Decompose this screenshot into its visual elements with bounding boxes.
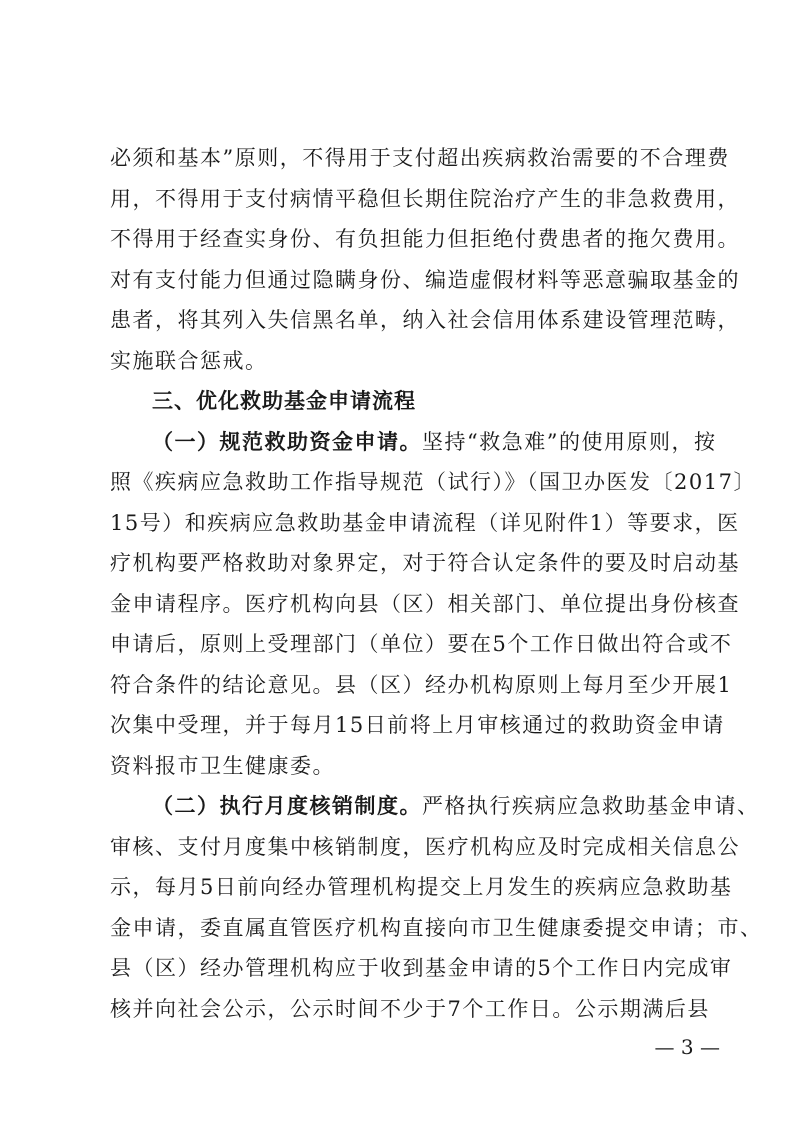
text-line: 必须和基本”原则，不得用于支付超出疾病救治需要的不合理费 [110, 146, 730, 170]
text-line: 资料报市卫生健康委。 [110, 754, 335, 778]
text-line: 县（区）经办管理机构应于收到基金申请的5个工作日内完成审 [110, 956, 733, 980]
text-line: 照《疾病应急救助工作指导规范（试行）》（国卫办医发〔2017〕 [110, 470, 756, 494]
text-line: 示，每月5日前向经办管理机构提交上月发生的疾病应急救助基 [110, 875, 733, 899]
text-line: 疗机构要严格救助对象界定，对于符合认定条件的要及时启动基 [110, 551, 740, 575]
page-number: — 3 — [654, 1035, 720, 1059]
paragraph-first-line [152, 429, 717, 455]
section-heading: 三、优化救助基金申请流程 [152, 389, 416, 413]
paragraph-first-line [152, 793, 760, 819]
text-line: 金申请，委直属直管医疗机构直接向市卫生健康委提交申请；市、 [110, 916, 763, 940]
text-line: 审核、支付月度集中核销制度，医疗机构应及时完成相关信息公 [110, 835, 740, 859]
subheading: （一）规范救助资金申请。 [152, 430, 422, 454]
text-span: 坚持“救急难”的使用原则，按 [422, 430, 717, 454]
text-line: 不得用于经查实身份、有负担能力但拒绝付费患者的拖欠费用。 [110, 227, 740, 251]
text-line: 对有支付能力但通过隐瞒身份、编造虚假材料等恶意骗取基金的 [110, 268, 740, 292]
text-line: 申请后，原则上受理部门（单位）要在5个工作日做出符合或不 [110, 632, 733, 656]
text-line: 用，不得用于支付病情平稳但长期住院治疗产生的非急救费用， [110, 187, 740, 211]
text-line: 实施联合惩戒。 [110, 349, 268, 373]
text-line: 符合条件的结论意见。县（区）经办机构原则上每月至少开展1 [110, 673, 733, 697]
text-line: 核并向社会公示，公示时间不少于7个工作日。公示期满后县 [110, 997, 710, 1021]
text-line: 15号）和疾病应急救助基金申请流程（详见附件1）等要求，医 [110, 511, 740, 535]
text-span: 严格执行疾病应急救助基金申请、 [422, 794, 760, 818]
text-line: 患者，将其列入失信黑名单，纳入社会信用体系建设管理范畴， [110, 308, 740, 332]
text-line: 金申请程序。医疗机构向县（区）相关部门、单位提出身份核查 [110, 592, 740, 616]
subheading: （二）执行月度核销制度。 [152, 794, 422, 818]
text-line: 次集中受理，并于每月15日前将上月审核通过的救助资金申请 [110, 713, 725, 737]
